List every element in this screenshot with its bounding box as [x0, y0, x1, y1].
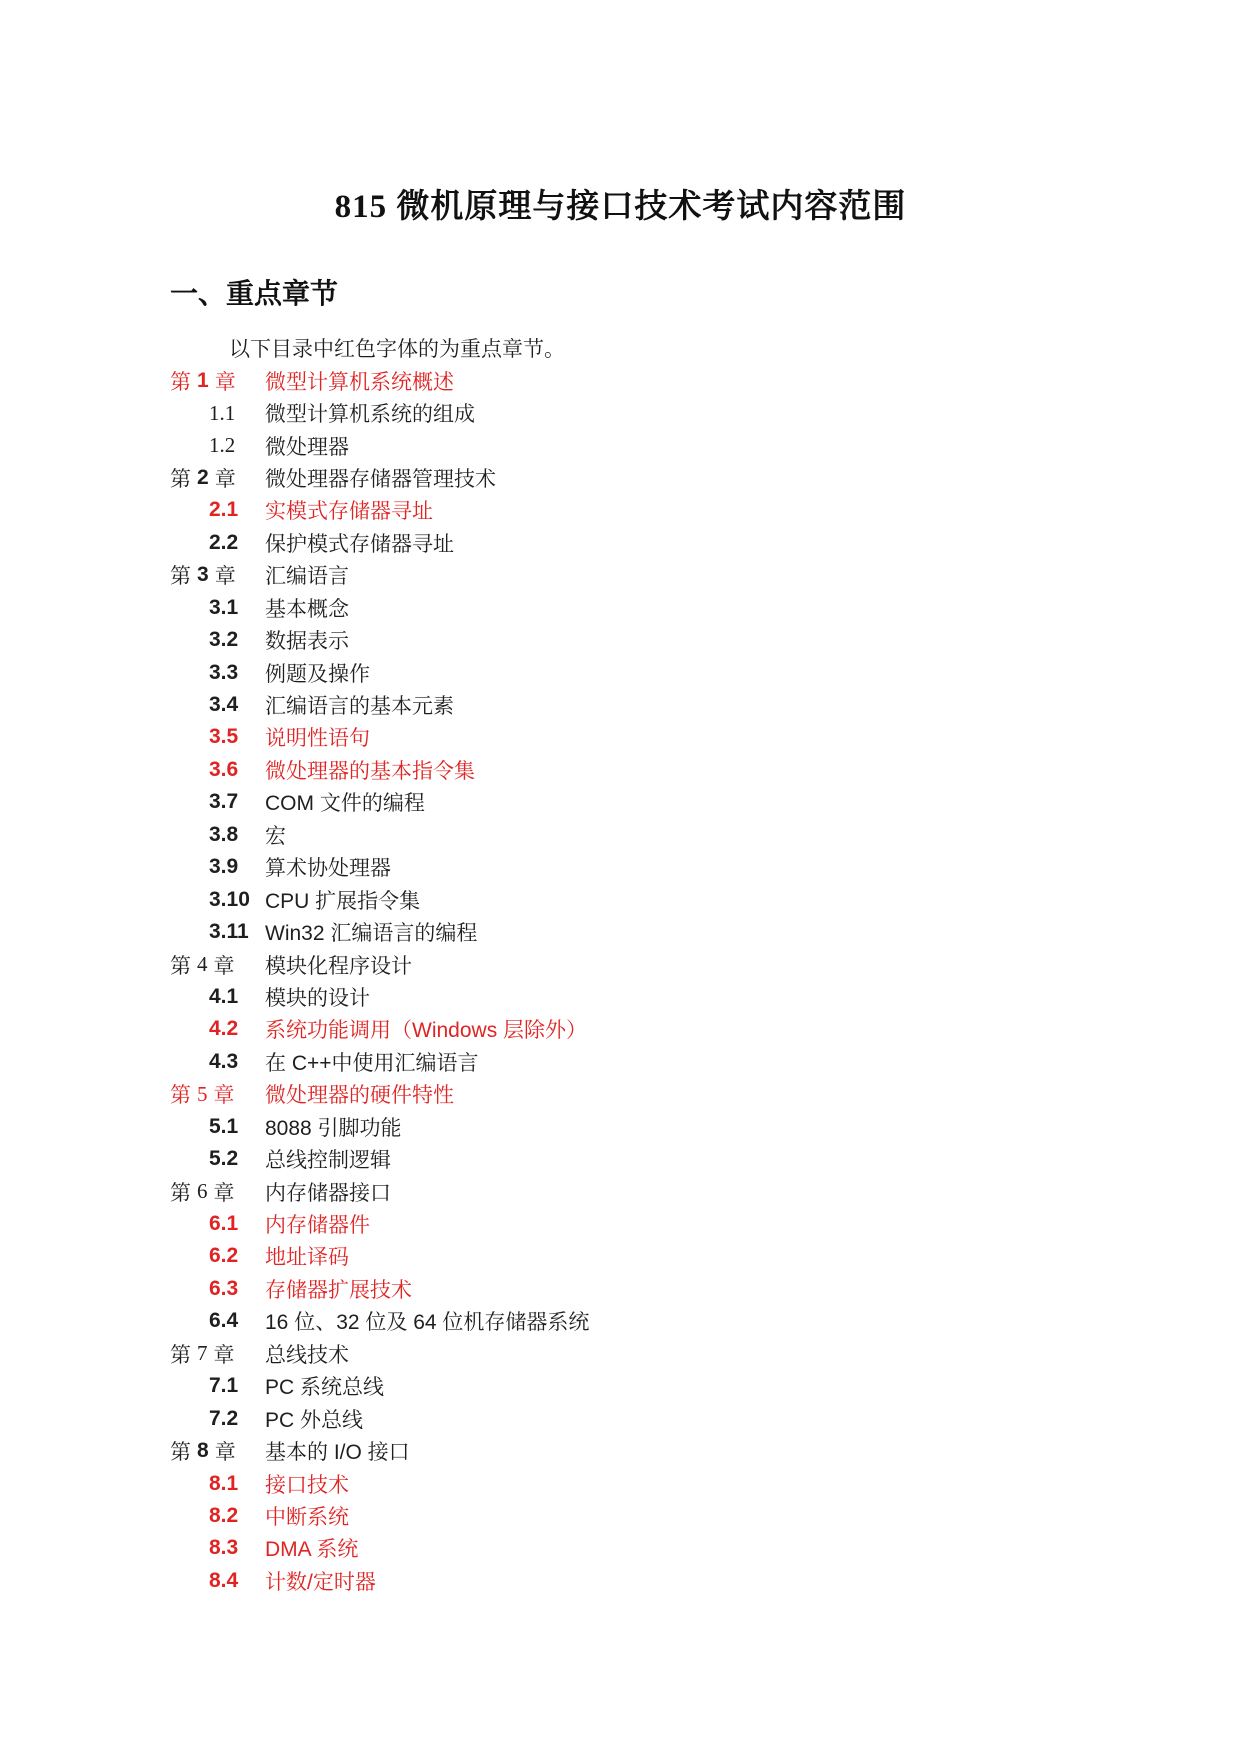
- entry-title: Win32 汇编语言的编程: [265, 922, 478, 946]
- entry-title: 数据表示: [265, 630, 349, 654]
- toc-section-row: [0, 1500, 1241, 1532]
- entry-title: 接口技术: [265, 1473, 349, 1497]
- chapter-label: 第 4 章: [170, 952, 235, 978]
- toc-section-row: [0, 916, 1241, 948]
- section-heading: 一、重点章节: [170, 279, 339, 310]
- section-number: 4.3: [209, 1049, 239, 1073]
- section-number: 3.1: [209, 595, 239, 619]
- toc-chapter-row: [0, 462, 1241, 494]
- toc-chapter-row: [0, 1435, 1241, 1467]
- section-number: 3.2: [209, 628, 239, 652]
- entry-title: COM 文件的编程: [265, 792, 425, 816]
- section-number: 3.4: [209, 693, 239, 717]
- section-number: 3.10: [209, 887, 250, 911]
- toc-section-row: [0, 981, 1241, 1013]
- section-number: 6.1: [209, 1212, 239, 1236]
- entry-title: 微处理器的硬件特性: [265, 1084, 454, 1108]
- toc-section-row: [0, 754, 1241, 786]
- section-number: 4.1: [209, 984, 239, 1008]
- section-number: 1.1: [209, 400, 236, 425]
- section-number: 3.5: [209, 725, 239, 749]
- chapter-label: 第 6 章: [170, 1179, 235, 1205]
- entry-title: 总线技术: [265, 1343, 349, 1367]
- section-number: 5.1: [209, 1114, 239, 1138]
- entry-title: 微型计算机系统概述: [265, 370, 454, 394]
- entry-title: 算术协处理器: [265, 857, 391, 881]
- toc-section-row: [0, 1370, 1241, 1402]
- entry-title: 内存储器接口: [265, 1181, 391, 1205]
- toc-list: [0, 364, 1241, 1597]
- section-number: 8.2: [209, 1503, 239, 1527]
- toc-section-row: [0, 1273, 1241, 1305]
- section-number: 6.4: [209, 1309, 239, 1333]
- toc-section-row: [0, 1402, 1241, 1434]
- toc-section-row: [0, 689, 1241, 721]
- section-number: 5.2: [209, 1147, 239, 1171]
- entry-title: 总线控制逻辑: [265, 1149, 391, 1173]
- section-number: 6.2: [209, 1244, 239, 1268]
- intro-text: 以下目录中红色字体的为重点章节。: [229, 337, 565, 362]
- toc-section-row: [0, 397, 1241, 429]
- entry-title: 汇编语言: [265, 565, 349, 589]
- entry-title: 微处理器: [265, 435, 349, 459]
- chapter-label: 第 5 章: [170, 1081, 235, 1108]
- entry-title: 基本概念: [265, 597, 349, 621]
- section-number: 3.3: [209, 660, 239, 684]
- section-number: 4.2: [209, 1017, 239, 1041]
- toc-section-row: [0, 1240, 1241, 1272]
- toc-section-row: [0, 1013, 1241, 1045]
- toc-section-row: [0, 592, 1241, 624]
- section-number: 8.3: [209, 1536, 239, 1560]
- toc-section-row: [0, 819, 1241, 851]
- entry-title: 实模式存储器寻址: [265, 500, 433, 524]
- chapter-label: 第 8 章: [170, 1439, 236, 1465]
- toc-section-row: [0, 429, 1241, 461]
- entry-title: 内存储器件: [265, 1214, 370, 1238]
- toc-chapter-row: [0, 1175, 1241, 1207]
- toc-section-row: [0, 1208, 1241, 1240]
- toc-chapter-row: [0, 1078, 1241, 1110]
- entry-title: 模块的设计: [265, 986, 370, 1010]
- toc-section-row: [0, 721, 1241, 753]
- entry-title: 地址译码: [265, 1246, 349, 1270]
- toc-chapter-row: [0, 1338, 1241, 1370]
- entry-title: 例题及操作: [265, 662, 370, 686]
- toc-chapter-row: [0, 559, 1241, 591]
- toc-section-row: [0, 786, 1241, 818]
- toc-chapter-row: [0, 364, 1241, 396]
- entry-title: 宏: [265, 824, 286, 848]
- page-title: 815 微机原理与接口技术考试内容范围: [334, 189, 907, 225]
- entry-title: 微处理器的基本指令集: [265, 759, 475, 783]
- section-number: 1.2: [209, 433, 236, 458]
- entry-title: 系统功能调用（Windows 层除外）: [265, 1019, 588, 1043]
- toc-section-row: [0, 883, 1241, 915]
- section-number: 3.6: [209, 757, 239, 781]
- section-number: 3.7: [209, 790, 239, 814]
- section-number: 8.4: [209, 1568, 239, 1592]
- section-number: 7.2: [209, 1406, 239, 1430]
- toc-section-row: [0, 656, 1241, 688]
- entry-title: 汇编语言的基本元素: [265, 695, 454, 719]
- entry-title: PC 系统总线: [265, 1376, 385, 1400]
- entry-title: 中断系统: [265, 1505, 349, 1529]
- toc-section-row: [0, 1143, 1241, 1175]
- section-number: 7.1: [209, 1374, 239, 1398]
- toc-section-row: [0, 1305, 1241, 1337]
- section-number: 8.1: [209, 1471, 239, 1495]
- entry-title: 说明性语句: [265, 727, 370, 751]
- entry-title: 在 C++中使用汇编语言: [265, 1051, 479, 1075]
- chapter-label: 第 7 章: [170, 1341, 235, 1367]
- toc-chapter-row: [0, 948, 1241, 980]
- entry-title: 微型计算机系统的组成: [265, 403, 475, 427]
- entry-title: 模块化程序设计: [265, 954, 412, 978]
- entry-title: CPU 扩展指令集: [265, 889, 421, 913]
- entry-title: 微处理器存储器管理技术: [265, 467, 496, 491]
- entry-title: 存储器扩展技术: [265, 1278, 412, 1302]
- section-number: 3.8: [209, 822, 239, 846]
- section-number: 2.2: [209, 530, 239, 554]
- entry-title: 16 位、32 位及 64 位机存储器系统: [265, 1311, 590, 1335]
- toc-section-row: [0, 527, 1241, 559]
- toc-section-row: [0, 1565, 1241, 1597]
- toc-section-row: [0, 494, 1241, 526]
- toc-section-row: [0, 1046, 1241, 1078]
- entry-title: DMA 系统: [265, 1538, 359, 1562]
- entry-title: 8088 引脚功能: [265, 1116, 402, 1140]
- chapter-label: 第 1 章: [170, 368, 236, 394]
- entry-title: 基本的 I/O 接口: [265, 1441, 410, 1465]
- section-number: 6.3: [209, 1276, 239, 1300]
- chapter-label: 第 3 章: [170, 563, 236, 589]
- section-number: 3.11: [209, 920, 249, 944]
- toc-section-row: [0, 1111, 1241, 1143]
- toc-section-row: [0, 1532, 1241, 1564]
- section-number: 2.1: [209, 498, 239, 522]
- chapter-label: 第 2 章: [170, 465, 236, 491]
- toc-section-row: [0, 851, 1241, 883]
- toc-section-row: [0, 624, 1241, 656]
- toc-section-row: [0, 1467, 1241, 1499]
- entry-title: 计数/定时器: [265, 1570, 376, 1594]
- section-number: 3.9: [209, 855, 239, 879]
- entry-title: PC 外总线: [265, 1408, 364, 1432]
- entry-title: 保护模式存储器寻址: [265, 532, 454, 556]
